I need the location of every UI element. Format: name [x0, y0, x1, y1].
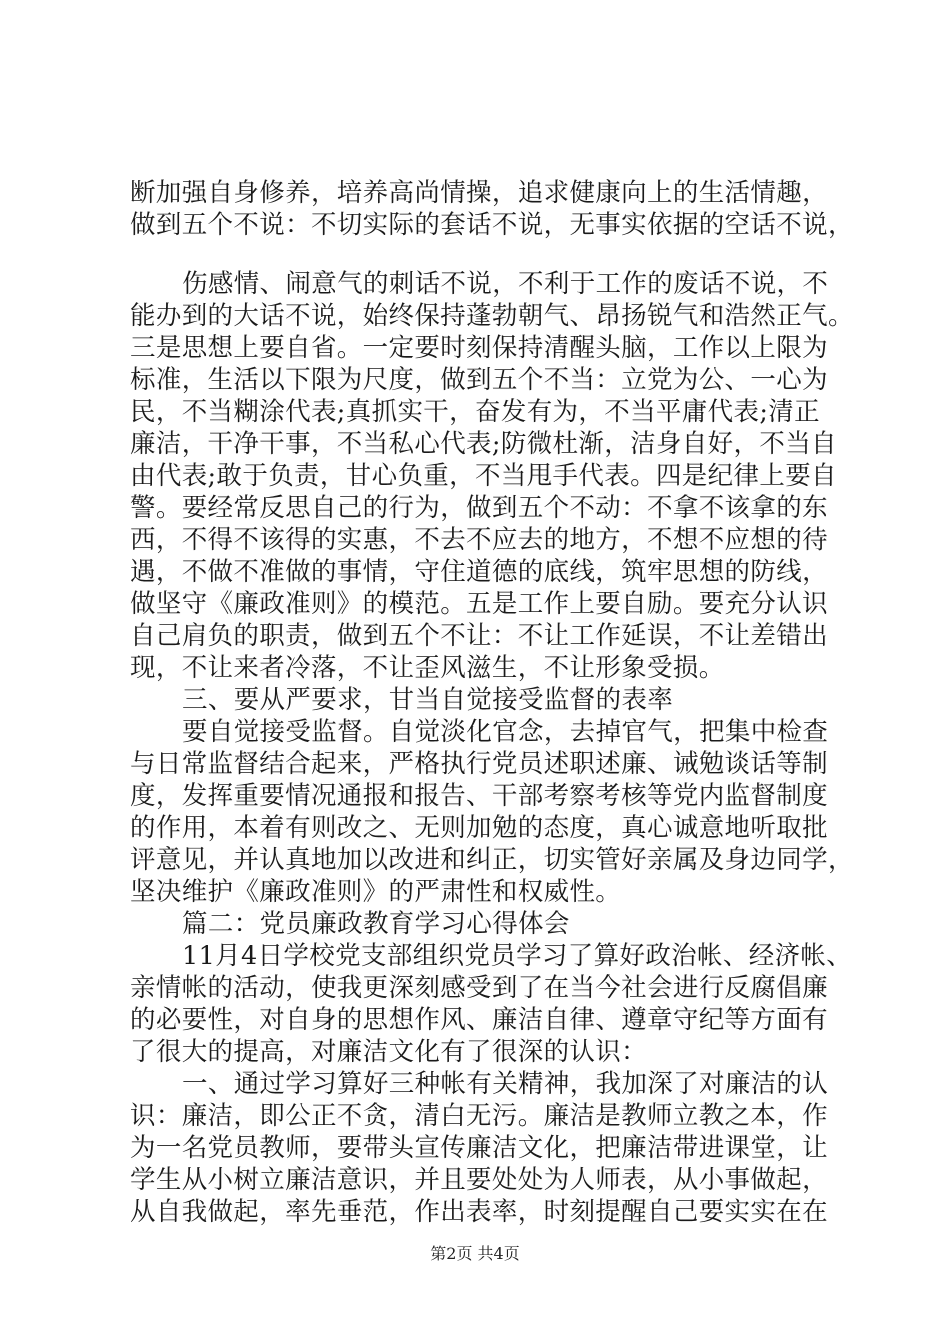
text-line: 做坚守《廉政准则》的模范。五是工作上要自励。要充分认识: [130, 589, 828, 619]
text-line: 从自我做起，率先垂范，作出表率，时刻提醒自己要实实在在: [130, 1197, 828, 1227]
text-line: 标准，生活以下限为尺度，做到五个不当：立党为公、一心为: [130, 365, 828, 395]
text-line: 坚决维护《廉政准则》的严肃性和权威性。: [130, 877, 622, 907]
text-line: 学生从小树立廉洁意识，并且要处处为人师表，从小事做起，: [130, 1165, 828, 1195]
text-line: 断加强自身修养，培养高尚情操，追求健康向上的生活情趣，: [130, 178, 828, 208]
text-line: 遇，不做不准做的事情，守住道德的底线，筑牢思想的防线，: [130, 557, 828, 587]
text-line: 与日常监督结合起来，严格执行党员述职述廉、诫勉谈话等制: [130, 749, 828, 779]
text-line: 现，不让来者冷落，不让歪风滋生，不让形象受损。: [130, 653, 725, 683]
text-line: 廉洁，干净干事，不当私心代表;防微杜渐，洁身自好，不当自: [130, 429, 837, 459]
paragraph-start-line: 一、通过学习算好三种帐有关精神，我加深了对廉洁的认: [182, 1069, 829, 1099]
text-line: 为一名党员教师，要带头宣传廉洁文化，把廉洁带进课堂，让: [130, 1133, 828, 1163]
paragraph-start-line: 11月4日学校党支部组织党员学习了算好政治帐、经济帐、: [182, 941, 853, 971]
text-line: 民，不当糊涂代表;真抓实干，奋发有为，不当平庸代表;清正: [130, 397, 820, 427]
page-number: 第2页 共4页: [430, 1244, 520, 1263]
paragraph-start-line: 要自觉接受监督。自觉淡化官念，去掉官气，把集中检查: [182, 717, 829, 747]
text-line: 亲情帐的活动，使我更深刻感受到了在当今社会进行反腐倡廉: [130, 973, 828, 1003]
text-line: 警。要经常反思自己的行为，做到五个不动：不拿不该拿的东: [130, 493, 828, 523]
text-line: 能办到的大话不说，始终保持蓬勃朝气、昂扬锐气和浩然正气。: [130, 301, 854, 331]
text-line: 了很大的提高，对廉洁文化有了很深的认识：: [130, 1037, 648, 1067]
text-line: 自己肩负的职责，做到五个不让：不让工作延误，不让差错出: [130, 621, 828, 651]
section-heading: 三、要从严要求，甘当自觉接受监督的表率: [182, 685, 674, 715]
text-line: 西，不得不该得的实惠，不去不应去的地方，不想不应想的待: [130, 525, 828, 555]
text-line: 的必要性，对自身的思想作风、廉洁自律、遵章守纪等方面有: [130, 1005, 828, 1035]
text-line: 评意见，并认真地加以改进和纠正，切实管好亲属及身边同学，: [130, 845, 854, 875]
text-line: 度，发挥重要情况通报和报告、干部考察考核等党内监督制度: [130, 781, 828, 811]
text-line: 识：廉洁，即公正不贪，清白无污。廉洁是教师立教之本，作: [130, 1101, 828, 1131]
text-line: 由代表;敢于负责，甘心负重，不当甩手代表。四是纪律上要自: [130, 461, 837, 491]
text-line: 的作用，本着有则改之、无则加勉的态度，真心诚意地听取批: [130, 813, 828, 843]
text-line: 做到五个不说：不切实际的套话不说，无事实依据的空话不说，: [130, 210, 854, 240]
article-title: 篇二：党员廉政教育学习心得体会: [182, 909, 570, 939]
text-line: 三是思想上要自省。一定要时刻保持清醒头脑，工作以上限为: [130, 333, 828, 363]
paragraph-start-line: 伤感情、闹意气的刺话不说，不利于工作的废话不说，不: [182, 269, 829, 299]
